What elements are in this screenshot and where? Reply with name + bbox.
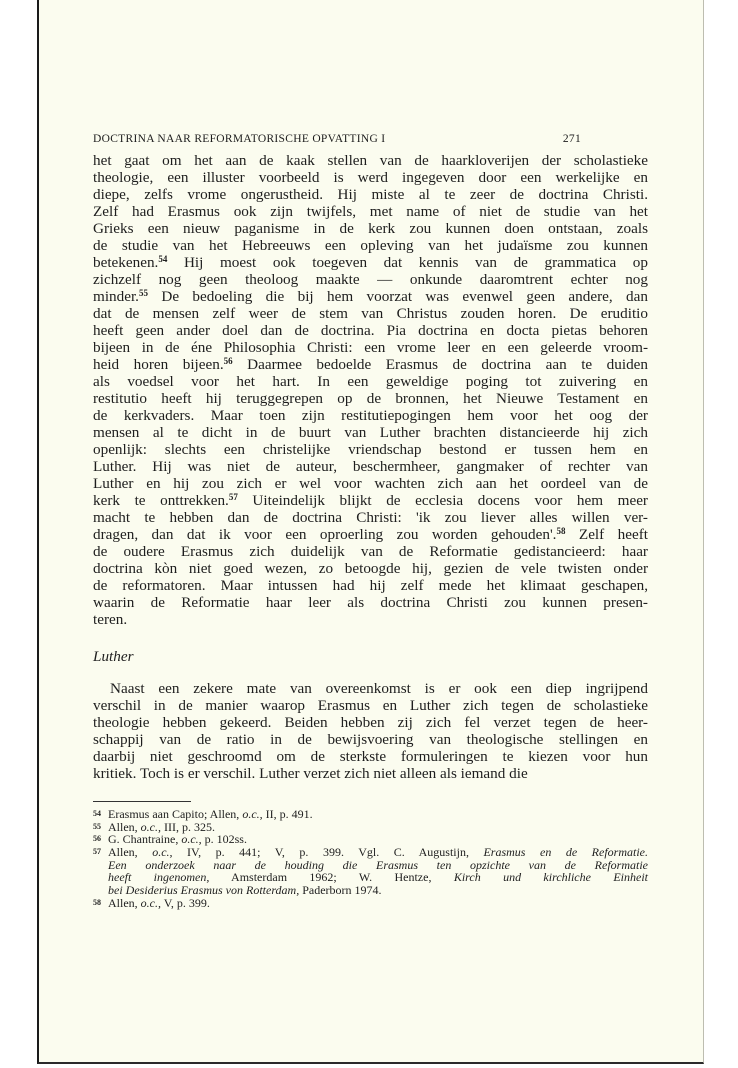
text-line bbox=[93, 288, 648, 305]
text-run: het gaat om het aan de kaak stellen van de haarkloverijen der scholastieke bbox=[93, 152, 648, 169]
text-line bbox=[93, 322, 648, 339]
text-run: heid horen bijeen. bbox=[93, 356, 224, 373]
text-run: de studie van het Hebreeuws een opleving van het judaïsme zou kunnen bbox=[93, 237, 648, 254]
text-run: Luther. Hij was niet de auteur, beschermheer, gangmaker of rechter van bbox=[93, 458, 648, 475]
text-line bbox=[93, 611, 648, 628]
text-run: als voedsel voor het hart. In een geweldige poging tot zuivering en bbox=[93, 373, 648, 390]
text-line bbox=[93, 203, 648, 220]
italic-text: heeft ingenomen, bbox=[108, 870, 210, 885]
text-run: bijeen in de éne Philosophia Christi: een vrome leer en een geleerde vroom- bbox=[93, 339, 648, 356]
text-line bbox=[93, 543, 648, 560]
text-run: waarin de Reformatie haar leer als doctrina Christi zou kunnen presen- bbox=[93, 594, 648, 611]
text-line bbox=[93, 680, 648, 697]
italic-text: o.c., bbox=[181, 832, 202, 847]
text-line bbox=[93, 560, 648, 577]
text-run: kerk te onttrekken. bbox=[93, 492, 229, 509]
footnote-number: 54 bbox=[93, 809, 101, 818]
footnote-divider bbox=[93, 801, 191, 802]
footnote-reference: 57 bbox=[228, 492, 238, 502]
text-run: V, p. 399. bbox=[161, 895, 210, 910]
text-line bbox=[93, 748, 648, 765]
text-run: p. 102ss. bbox=[201, 832, 247, 847]
text-run: dragen, dan dat ik voor een oproerling zou worden gehouden'. bbox=[93, 526, 557, 543]
text-run: teren. bbox=[93, 611, 128, 628]
italic-text: o.c., bbox=[140, 819, 161, 834]
text-run: Naast een zekere mate van overeenkomst is er ook een diep ingrijpend bbox=[110, 680, 648, 697]
text-line bbox=[93, 765, 648, 782]
text-line bbox=[93, 407, 648, 424]
running-header bbox=[93, 133, 581, 145]
text-run: heeft geen ander doel dan de doctrina. Pia doctrina en docta pietas behoren bbox=[93, 322, 648, 339]
body-paragraph bbox=[93, 152, 648, 628]
footnote bbox=[93, 897, 648, 910]
text-line bbox=[93, 373, 648, 390]
text-run: Hij moest ook toegeven dat kennis van de grammatica op bbox=[167, 254, 648, 271]
text-run: macht te hebben dan de doctrina Christi: 'ik zou liever alles willen ver- bbox=[93, 509, 648, 526]
text-line bbox=[93, 697, 648, 714]
text-run: Zelf had Erasmus ook zijn twijfels, met name of niet de studie van het bbox=[93, 203, 648, 220]
text-run: Daarmee bedoelde Erasmus de doctrina aan te duiden bbox=[232, 356, 649, 373]
text-line bbox=[93, 492, 648, 509]
text-run: Allen, bbox=[108, 895, 141, 910]
text-run: restitutio heeft hij teruggegrepen op de bronnen, het Nieuwe Testament en bbox=[93, 390, 648, 407]
text-run: Amsterdam 1962; W. Hentze, bbox=[209, 870, 454, 885]
text-line bbox=[93, 526, 648, 543]
text-line bbox=[93, 186, 648, 203]
text-run: Allen, bbox=[108, 819, 141, 834]
text-line bbox=[93, 441, 648, 458]
footnote bbox=[93, 846, 648, 897]
italic-text: o.c., bbox=[140, 895, 161, 910]
footnote-number: 56 bbox=[93, 834, 101, 844]
footnotes bbox=[93, 808, 648, 910]
text-run: diepe, zelfs vrome ongerustheid. Hij miste al te zeer de doctrina Christi. bbox=[93, 186, 648, 203]
text-line bbox=[93, 237, 648, 254]
italic-text: bei Desiderius Erasmus von Rotterdam, bbox=[108, 883, 300, 898]
text-line bbox=[93, 220, 648, 237]
text-run: Grieks een nieuw paganisme in de kerk zou kunnen doen ontstaan, zoals bbox=[93, 220, 648, 237]
footnote-number: 55 bbox=[93, 821, 101, 831]
footnote-reference: 56 bbox=[223, 356, 233, 366]
text-line bbox=[93, 731, 648, 748]
footnote-reference: 54 bbox=[158, 254, 168, 264]
text-run: theologie hebben gekeerd. Beiden hebben zij zich fel verzet tegen de heer- bbox=[93, 714, 648, 731]
text-run: verschil in de manier waarop Erasmus en Luther zich tegen de scholastieke bbox=[93, 697, 648, 714]
text-run: mensen al te dicht in de buurt van Luther brachten distancieerde hij zich bbox=[93, 424, 648, 441]
text-run: minder. bbox=[93, 288, 139, 305]
text-line bbox=[93, 458, 648, 475]
text-run: G. Chantraine, bbox=[108, 832, 182, 847]
text-line bbox=[93, 475, 648, 492]
footnote-number: 57 bbox=[93, 847, 101, 857]
italic-text: Erasmus en de Reformatie. bbox=[483, 845, 648, 860]
text-line bbox=[93, 271, 648, 288]
section-heading: Luther bbox=[93, 648, 134, 665]
text-run: Uiteindelijk blijkt de ecclesia docens voor hem meer bbox=[237, 492, 648, 509]
italic-text: o.c., bbox=[242, 807, 263, 821]
text-line bbox=[93, 424, 648, 441]
italic-text: o.c., bbox=[152, 845, 173, 860]
text-line bbox=[93, 577, 648, 594]
text-line bbox=[93, 356, 648, 373]
running-title: DOCTRINA NAAR REFORMATORISCHE OPVATTING I bbox=[93, 133, 386, 145]
text-run: zichzelf nog geen theoloog maakte — onkunde daaromtrent echter nog bbox=[93, 271, 648, 288]
footnote-line bbox=[108, 897, 648, 910]
text-run: openlijk: slechts een christelijke vriendschap bestond er tussen hem en bbox=[93, 441, 648, 458]
text-line bbox=[93, 390, 648, 407]
text-run: de oudere Erasmus zich duidelijk van de Reformatie gedistancieerd: haar bbox=[93, 543, 648, 560]
footnote-number: 58 bbox=[93, 897, 101, 907]
text-run: schappij van de ratio in de bewijsvoering van theologische stellingen en bbox=[93, 731, 648, 748]
text-run: IV, p. 441; V, p. 399. Vgl. C. Augustijn, bbox=[172, 845, 484, 860]
italic-text: Kirch und kirchliche Einheit bbox=[453, 870, 648, 885]
text-run: daarbij niet geschroomd om de sterkste formuleringen te kiezen voor hun bbox=[93, 748, 648, 765]
text-run: doctrina kòn niet goed wezen, zo betoogde hij, gezien de vele twisten onder bbox=[93, 560, 648, 577]
text-run: dat de mensen zelf weer de stem van Christus zouden horen. De eruditio bbox=[93, 305, 648, 322]
text-run: Paderborn 1974. bbox=[299, 883, 382, 898]
text-line bbox=[93, 254, 648, 271]
text-line bbox=[93, 339, 648, 356]
text-line bbox=[93, 152, 648, 169]
text-run: De bedoeling die bij hem voorzat was evenwel geen andere, dan bbox=[147, 288, 648, 305]
text-run: theologie, een illuster voorbeeld is werd ingegeven door een werkelijke en bbox=[93, 169, 648, 186]
italic-text: Een onderzoek naar de houding die Erasmus ten opzichte van de Reformatie bbox=[108, 857, 648, 872]
text-line bbox=[93, 169, 648, 186]
text-run: Zelf heeft bbox=[565, 526, 648, 543]
text-line bbox=[93, 594, 648, 611]
text-run: Luther en hij zou zich er wel voor wachten zich aan het oordeel van de bbox=[93, 475, 648, 492]
text-run: kritiek. Toch is er verschil. Luther verzet zich niet alleen als iemand die bbox=[93, 765, 528, 782]
text-line bbox=[93, 305, 648, 322]
text-line bbox=[93, 509, 648, 526]
text-run: de kerkvaders. Maar toen zijn restitutiepogingen hem voor het oog der bbox=[93, 407, 648, 424]
text-run: III, p. 325. bbox=[161, 819, 215, 834]
text-run: betekenen. bbox=[93, 254, 159, 271]
body-paragraph bbox=[93, 680, 648, 782]
page-number: 271 bbox=[562, 133, 581, 145]
footnote-reference: 55 bbox=[138, 288, 148, 298]
text-run: Allen, bbox=[108, 845, 153, 860]
text-line bbox=[93, 714, 648, 731]
text-run: de reformatoren. Maar intussen had hij zelf mede het klimaat geschapen, bbox=[93, 577, 648, 594]
footnote-reference: 58 bbox=[556, 526, 566, 536]
text-run: Erasmus aan Capito; Allen, bbox=[108, 807, 243, 821]
text-run: II, p. 491. bbox=[262, 807, 313, 821]
